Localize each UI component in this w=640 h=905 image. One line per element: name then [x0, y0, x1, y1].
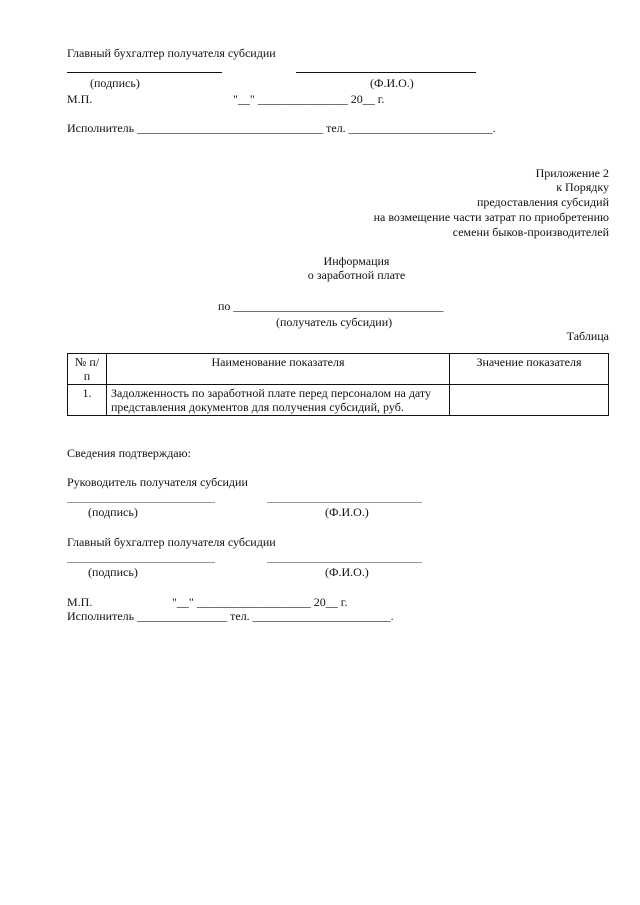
accountant-name-line	[267, 562, 422, 563]
head-title: Руководитель получателя субсидии	[67, 475, 248, 489]
head-name-caption: (Ф.И.О.)	[325, 505, 369, 519]
row-indicator-value	[450, 385, 609, 416]
bottom-executor-line: Исполнитель _______________ тел. _______________________.	[67, 609, 394, 623]
stamp-label: М.П.	[67, 92, 93, 106]
appendix-line-5: семени быков-производителей	[452, 225, 609, 239]
table-header-row	[68, 354, 609, 385]
header-indicator-name: Наименование показателя	[107, 354, 450, 385]
head-signature-caption: (подпись)	[88, 505, 138, 519]
name-caption: (Ф.И.О.)	[370, 76, 414, 90]
info-table	[67, 353, 609, 416]
executor-line: Исполнитель _______________________________ тел. ________________________.	[67, 121, 496, 135]
appendix-line-1: Приложение 2	[535, 166, 609, 180]
bottom-stamp-label: М.П.	[67, 595, 93, 609]
accountant-name-caption: (Ф.И.О.)	[325, 565, 369, 579]
accountant-title: Главный бухгалтер получателя субсидии	[67, 535, 276, 549]
bottom-date-line: "__" ___________________ 20__ г.	[172, 595, 348, 609]
recipient-line: по ___________________________________	[218, 299, 444, 313]
document-subtitle: о заработной плате	[307, 268, 406, 282]
head-name-line	[267, 502, 422, 503]
document-title: Информация	[323, 254, 390, 268]
row-number: 1.	[68, 385, 107, 416]
name-line	[296, 72, 476, 73]
table-label: Таблица	[566, 329, 609, 343]
signature-caption: (подпись)	[90, 76, 140, 90]
accountant-signature-caption: (подпись)	[88, 565, 138, 579]
signature-line	[67, 72, 222, 73]
date-line: "__" _______________ 20__ г.	[233, 92, 385, 106]
appendix-line-2: к Порядку	[556, 180, 609, 194]
appendix-line-4: на возмещение части затрат по приобретению	[373, 210, 609, 224]
table-row	[68, 385, 609, 416]
appendix-line-3: предоставления субсидий	[476, 195, 609, 209]
head-signature-line	[67, 502, 215, 503]
recipient-caption: (получатель субсидии)	[276, 315, 393, 329]
header-indicator-value: Значение показателя	[450, 354, 609, 385]
accountant-signature-line	[67, 562, 215, 563]
header-number: № п/п	[68, 354, 107, 385]
confirmation-text: Сведения подтверждаю:	[67, 446, 191, 460]
chief-accountant-heading: Главный бухгалтер получателя субсидии	[67, 46, 276, 60]
row-indicator-name: Задолженность по заработной плате перед персоналом на дату представления документов для получения субсидий, руб.	[107, 385, 450, 416]
